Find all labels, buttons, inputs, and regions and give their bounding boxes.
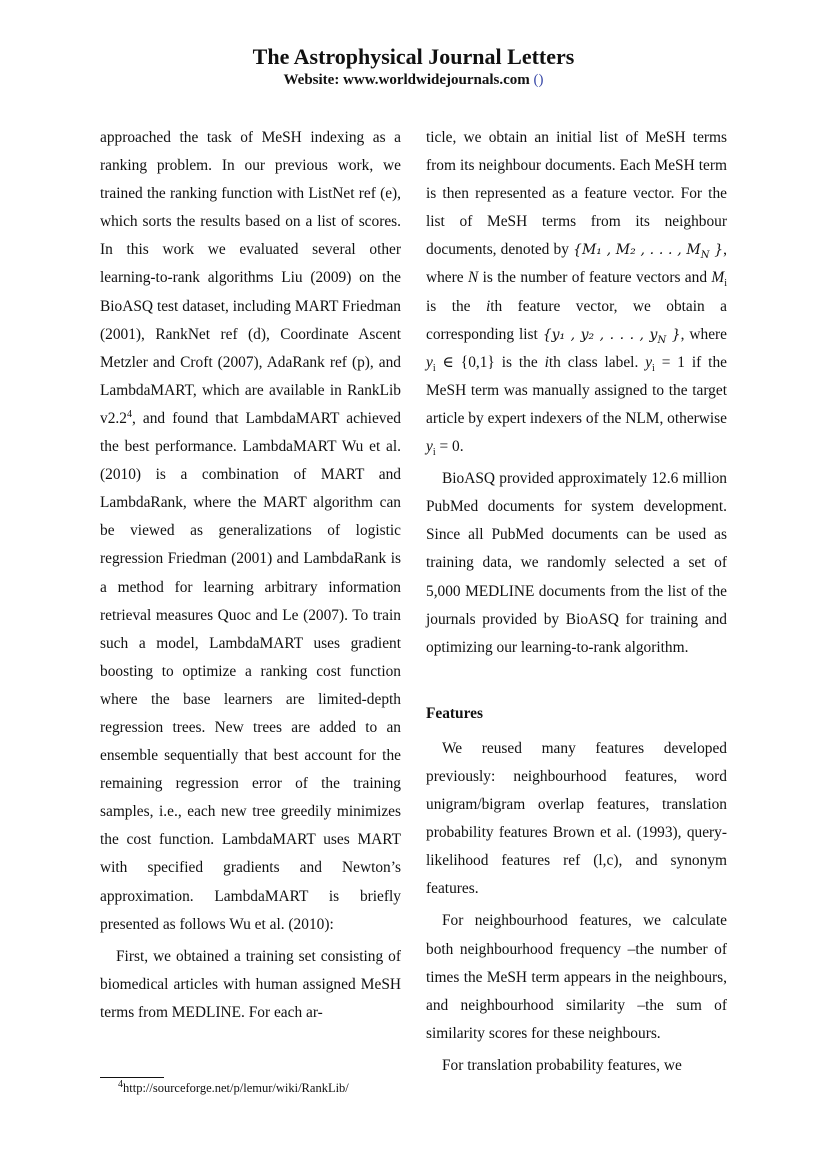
math-variable: i	[544, 353, 549, 371]
math-text: }	[709, 242, 724, 259]
paragraph-feature-vectors	[426, 124, 727, 461]
left-column	[100, 124, 401, 1027]
math-set-y	[542, 326, 681, 346]
math-variable: y	[426, 438, 433, 456]
journal-title: The Astrophysical Journal Letters	[252, 44, 575, 69]
paragraph-bioasq: BioASQ provided approximately 12.6 million PubMed documents for system development. Since all PubMed documents can be used as training data, we randomly selected a set of 5,000 MEDLINE documents from the list of the journals provided by BioASQ for training and optimizing our learning-to-rank algorithm.	[426, 470, 727, 656]
paragraph-text: , where	[426, 241, 727, 287]
math-text: }	[666, 326, 681, 343]
paragraph-translation: For translation probability features, we	[442, 1056, 682, 1074]
math-variable: y	[426, 353, 433, 371]
math-subscript: i	[724, 278, 727, 290]
paragraph-training-set: First, we obtained a training set consisting of biomedical articles with human assigned MeSH terms from MEDLINE. For each ar-	[100, 947, 401, 1021]
math-subscript: N	[700, 250, 710, 262]
footnote-divider	[100, 1077, 164, 1078]
footnote-mark: 4	[118, 1078, 123, 1090]
math-variable: i	[485, 297, 491, 315]
paragraph-text: , where	[680, 325, 728, 343]
paragraph-text: th class label.	[548, 353, 646, 371]
paragraph-text: approached the task of MeSH indexing as a ranking problem. In our previous work, we trained the ranking function with ListNet ref (e), which sorts the results based on a list of scores. In this work we evaluated several other learning-to-rank algorithms Liu (2009) on the BioASQ test dataset, including MART Friedman (2001), RankNet ref (d), Coordinate Ascent Metzler and Croft (2007), AdaRank ref (p), and LambdaMART, which are available in RankLib v2.2	[100, 129, 401, 427]
paragraph-text: = 0.	[435, 438, 464, 456]
math-set-m	[573, 242, 724, 262]
paragraph-text: = 1 if the MeSH term was manually assigned to the target article by expert indexers of the NLM, otherwise	[426, 353, 727, 427]
footnote	[118, 1080, 349, 1096]
paragraph-text: is the	[494, 353, 545, 371]
math-subscript: i	[432, 447, 436, 459]
page-header	[0, 44, 827, 90]
footnote-url[interactable]: http://sourceforge.net/p/lemur/wiki/RankLib/	[123, 1081, 349, 1095]
section-heading-features: Features	[426, 704, 483, 722]
paragraph-text: is the number of feature vectors and	[478, 269, 712, 287]
paragraph-text: is the	[426, 297, 486, 315]
paragraph-features: We reused many features developed previously: neighbourhood features, word unigram/bigram overlap features, translation probability features Brown et al. (1993), query-likelihood features ref (l,c), and synonym features.	[426, 739, 727, 898]
right-column	[426, 124, 727, 1080]
math-variable: N	[467, 269, 479, 287]
website-label: Website: www.worldwidejournals.com	[283, 72, 530, 88]
math-subscript: i	[652, 362, 655, 374]
math-variable: M	[711, 269, 725, 287]
math-variable: y	[645, 353, 653, 371]
math-text: {y₁ , y₂ , . . . , y	[542, 326, 658, 343]
website-link[interactable]: ()	[533, 72, 544, 88]
paragraph-text: , and found that LambdaMART achieved the best performance. LambdaMART Wu et al. (2010) is a combination of MART and LambdaRank, where the MART algorithm can be viewed as generalizations of logistic regression Friedman (2001) and LambdaRank is a method for learning arbitrary information retrieval measures Quoc and Le (2007). To train such a model, LambdaMART uses gradient boosting to optimize a ranking cost function where the base learners are limited-depth regression trees. New trees are added to an ensemble sequentially that best account for the remaining regression error of the training samples, i.e., each new tree greedily minimizes the cost function. LambdaMART uses MART with specified gradients and Newton’s approximation. LambdaMART is briefly presented as follows Wu et al. (2010):	[100, 409, 401, 933]
footnote-reference[interactable]: 4	[126, 408, 132, 420]
math-subscript: N	[657, 334, 667, 346]
paragraph-lambdamart	[100, 124, 401, 939]
math-text: {M₁ , M₂ , . . . , M	[573, 242, 701, 259]
paragraph-neighbourhood: For neighbourhood features, we calculate both neighbourhood frequency –the number of times the MeSH term appears in the neighbours, and neighbourhood similarity –the sum of similarity scores for these neighbours.	[426, 912, 727, 1042]
paragraph-text: th feature vector, we obtain a corresponding list	[426, 297, 727, 343]
paragraph-text: ticle, we obtain an initial list of MeSH terms from its neighbour documents. Each MeSH term is then represented as a feature vector. For the list of MeSH terms from its neighbour documents, denoted by	[426, 129, 727, 259]
journal-website	[0, 70, 827, 90]
math-text: ∈ {0,1}	[435, 353, 495, 371]
math-subscript: i	[432, 362, 436, 374]
